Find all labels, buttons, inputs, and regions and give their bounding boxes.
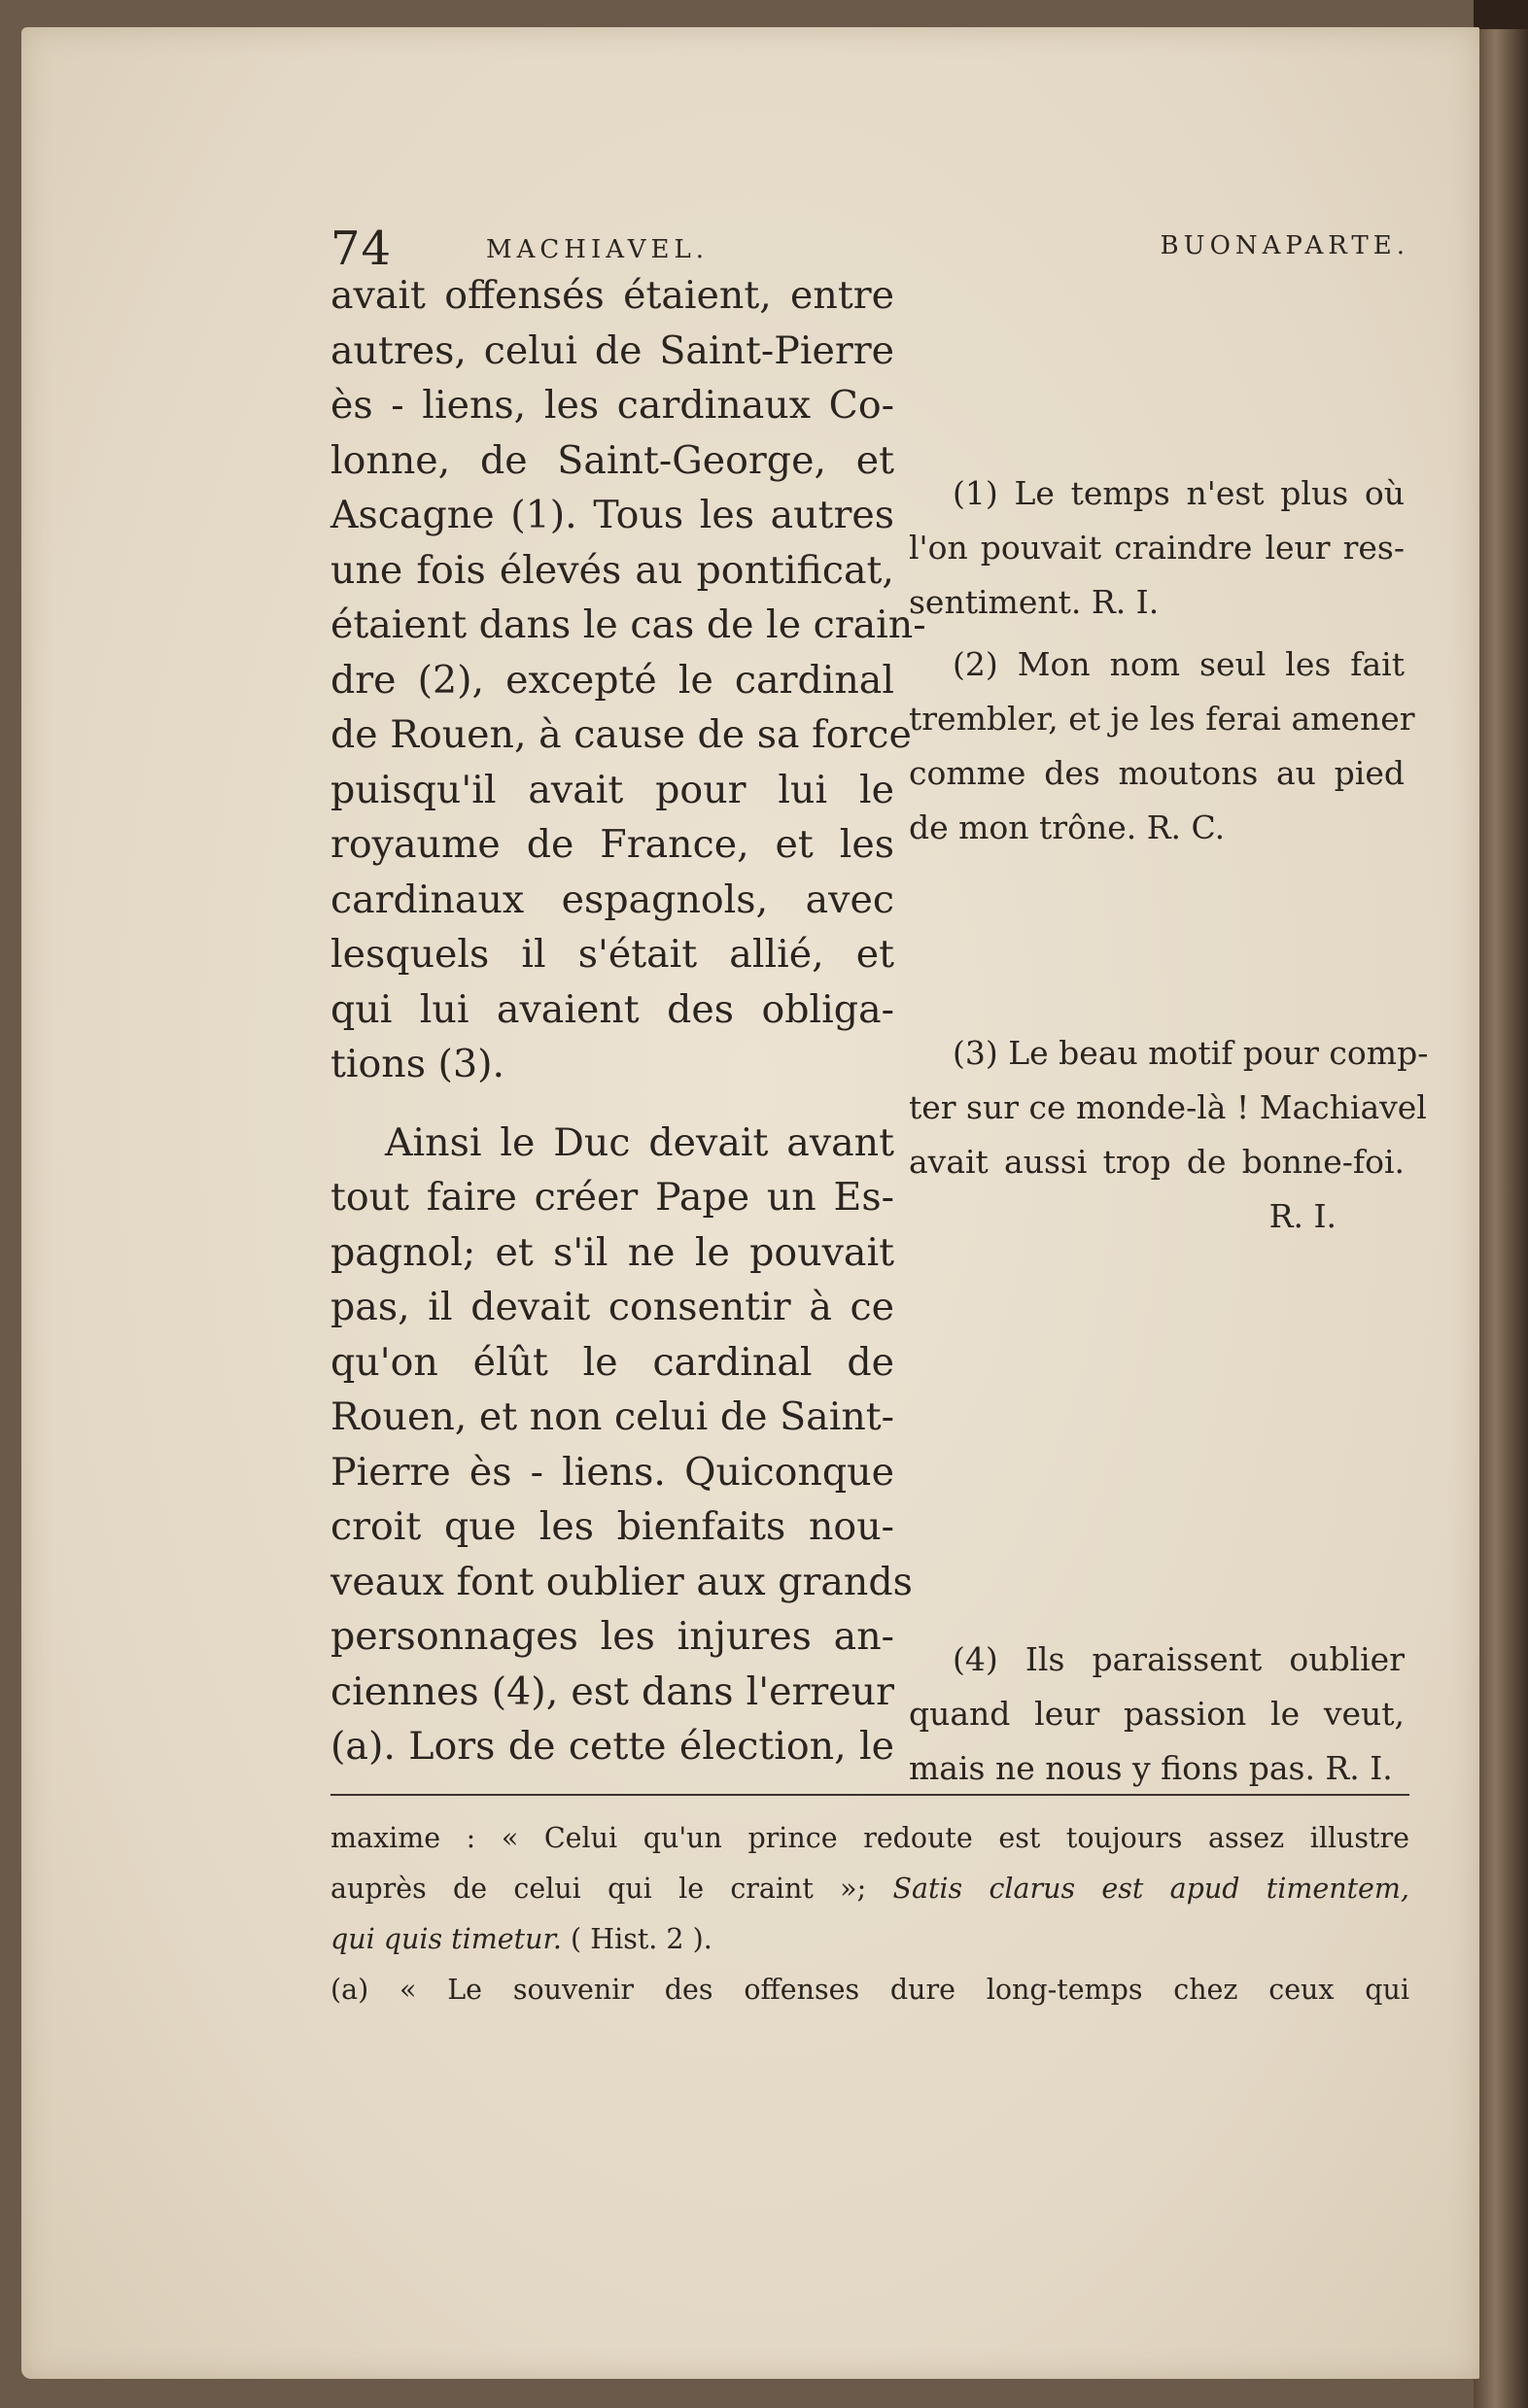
latin-quote: Satis clarus est apud timentem,	[892, 1873, 1409, 1905]
page-number: 74	[330, 222, 393, 276]
text-line: tions (3).	[330, 1042, 505, 1086]
text-line: pagnol; et s'il ne le pouvait	[330, 1229, 894, 1275]
text-line: Ainsi le Duc devait avant	[385, 1119, 894, 1165]
note-line: comme des moutons au pied	[909, 754, 1405, 792]
text-line: avait offensés étaient, entre	[330, 273, 894, 318]
text-line: une fois élevés au pontificat,	[330, 547, 894, 593]
note-line: (2) Mon nom seul les fait	[953, 645, 1405, 683]
text-line: qui lui avaient des obliga-	[330, 986, 894, 1032]
text-line: tout faire créer Pape un Es-	[330, 1175, 894, 1220]
citation: ( Hist. 2 ).	[562, 1923, 712, 1955]
footnote-text: auprès de celui qui le craint »;	[330, 1873, 893, 1905]
note-line: (3) Le beau motif pour comp-	[953, 1034, 1429, 1072]
text-line: étaient dans le cas de le crain-	[330, 602, 926, 647]
note-line: quand leur passion le veut,	[909, 1695, 1405, 1733]
footnote-line: (a) « Le souvenir des offenses dure long-temps chez ceux qui	[330, 1974, 1409, 2006]
latin-quote: qui quis timetur.	[330, 1923, 562, 1955]
footnote-line: maxime : « Celui qu'un prince redoute est toujours assez illustre	[330, 1822, 1409, 1854]
footnote-rule	[330, 1794, 1409, 1796]
running-title-right: BUONAPARTE.	[1160, 231, 1409, 260]
text-line: puisqu'il avait pour lui le	[330, 767, 894, 812]
running-title-left: MACHIAVEL.	[486, 235, 710, 264]
text-line: pas, il devait consentir à ce	[330, 1285, 894, 1329]
book-spine	[1474, 0, 1528, 2408]
note-line: l'on pouvait craindre leur res-	[909, 529, 1405, 567]
text-line: royaume de France, et les	[330, 822, 894, 867]
text-line: ès - liens, les cardinaux Co-	[330, 383, 894, 428]
text-line: Pierre ès - liens. Quiconque	[330, 1449, 894, 1495]
text-line: dre (2), excepté le cardinal	[330, 657, 894, 703]
text-line: (a). Lors de cette élection, le	[330, 1724, 894, 1769]
main-text-column	[330, 268, 926, 1774]
note-line: (1) Le temps n'est plus où	[953, 474, 1405, 512]
note-line: R. I.	[1268, 1197, 1337, 1235]
note-line: sentiment. R. I.	[909, 583, 1160, 621]
side-note-3	[909, 1026, 1429, 1244]
note-line: ter sur ce monde-là ! Machiavel	[909, 1088, 1427, 1126]
text-line: lonne, de Saint-George, et	[330, 437, 894, 483]
text-line: qu'on élût le cardinal de	[330, 1339, 894, 1385]
text-line: de Rouen, à cause de sa force	[330, 712, 912, 757]
text-line: personnages les injures an-	[330, 1614, 894, 1659]
footnotes	[330, 1813, 1409, 2015]
note-line: de mon trône. R. C.	[909, 808, 1226, 846]
text-line: Ascagne (1). Tous les autres	[330, 493, 894, 537]
note-line: (4) Ils paraissent oublier	[953, 1640, 1405, 1678]
text-line: cardinaux espagnols, avec	[330, 877, 894, 922]
footnote-line	[330, 1864, 1409, 1914]
side-note-1	[909, 466, 1405, 630]
footnote-line	[330, 1914, 1409, 1965]
text-line: Rouen, et non celui de Saint-	[330, 1394, 894, 1439]
text-line: veaux font oublier aux grands	[330, 1559, 913, 1604]
side-note-2	[909, 637, 1415, 855]
book-spine-top	[1474, 0, 1528, 29]
note-line: trembler, et je les ferai amener	[909, 700, 1415, 738]
side-note-4	[909, 1633, 1405, 1796]
text-line: autres, celui de Saint-Pierre	[330, 327, 894, 373]
paragraph-gap	[330, 1092, 894, 1116]
text-line: ciennes (4), est dans l'erreur	[330, 1668, 894, 1714]
text-line: lesquels il s'était allié, et	[330, 932, 894, 977]
note-line: avait aussi trop de bonne-foi.	[909, 1143, 1405, 1181]
text-line: croit que les bienfaits nou-	[330, 1504, 894, 1549]
note-line: mais ne nous y fions pas. R. I.	[909, 1749, 1393, 1787]
